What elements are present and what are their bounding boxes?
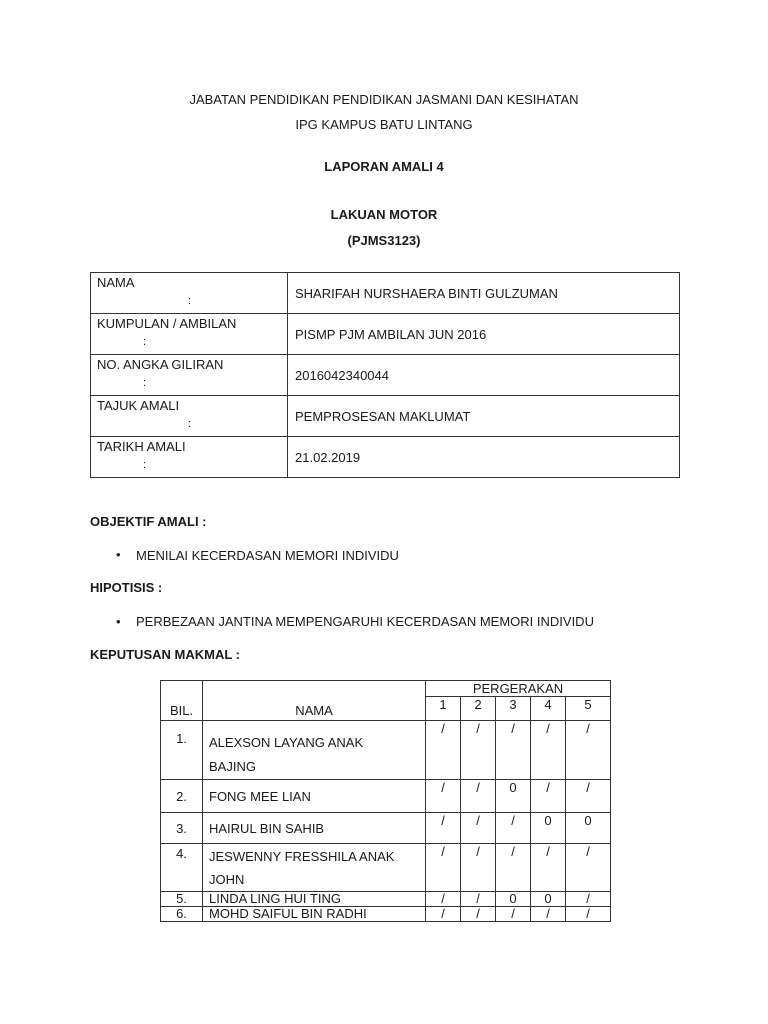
info-colon: : xyxy=(188,418,192,430)
info-row xyxy=(91,314,680,355)
info-label: NAMA xyxy=(97,275,135,290)
course-code: (PJMS3123) xyxy=(347,233,421,248)
info-label-cell xyxy=(91,396,288,437)
info-value: SHARIFAH NURSHAERA BINTI GULZUMAN xyxy=(288,273,680,314)
row-mark: 0 xyxy=(566,813,611,844)
row-mark: / xyxy=(566,907,611,922)
info-label-cell xyxy=(91,355,288,396)
row-name xyxy=(203,721,426,780)
move-number: 5 xyxy=(566,697,611,721)
row-mark: / xyxy=(566,780,611,813)
table-row xyxy=(161,907,611,922)
campus-title: IPG KAMPUS BATU LINTANG xyxy=(295,117,473,132)
row-mark: / xyxy=(461,813,496,844)
row-mark: / xyxy=(496,813,531,844)
row-mark: / xyxy=(426,907,461,922)
row-mark: / xyxy=(496,721,531,780)
row-name xyxy=(203,907,426,922)
info-row xyxy=(91,437,680,478)
row-name xyxy=(203,813,426,844)
info-colon: : xyxy=(188,295,192,307)
row-name xyxy=(203,780,426,813)
department-title: JABATAN PENDIDIKAN PENDIDIKAN JASMANI DAN KESIHATAN xyxy=(189,92,579,107)
row-mark: / xyxy=(426,780,461,813)
info-label-cell xyxy=(91,437,288,478)
row-mark: 0 xyxy=(531,813,566,844)
row-mark: / xyxy=(496,844,531,892)
row-mark: / xyxy=(426,813,461,844)
row-bil: 1. xyxy=(161,721,203,780)
row-bil: 4. xyxy=(161,844,203,892)
results-table xyxy=(160,680,611,922)
info-value: 21.02.2019 xyxy=(288,437,680,478)
row-mark: / xyxy=(531,780,566,813)
header-row xyxy=(161,681,611,697)
row-bil: 6. xyxy=(161,907,203,922)
row-name-line1: JESWENNY FRESSHILA ANAK xyxy=(209,849,395,864)
row-bil: 5. xyxy=(161,892,203,907)
row-mark: / xyxy=(566,844,611,892)
row-name xyxy=(203,892,426,907)
hypothesis-item: PERBEZAAN JANTINA MEMPENGARUHI KECERDASAN MEMORI INDIVIDU xyxy=(136,614,594,629)
row-mark: / xyxy=(531,907,566,922)
row-mark: 0 xyxy=(496,892,531,907)
table-row xyxy=(161,844,611,892)
row-mark: / xyxy=(461,907,496,922)
table-row xyxy=(161,780,611,813)
info-label: TARIKH AMALI xyxy=(97,439,186,454)
row-name-line1: LINDA LING HUI TING xyxy=(209,891,341,906)
row-mark: / xyxy=(461,892,496,907)
row-mark: / xyxy=(531,844,566,892)
results-heading: KEPUTUSAN MAKMAL : xyxy=(90,647,240,662)
row-mark: 0 xyxy=(531,892,566,907)
row-name-line2: BAJING xyxy=(209,759,256,774)
info-row xyxy=(91,355,680,396)
row-name-line1: HAIRUL BIN SAHIB xyxy=(209,820,325,836)
row-mark: / xyxy=(426,721,461,780)
row-mark: / xyxy=(461,780,496,813)
info-label-cell xyxy=(91,314,288,355)
row-name-line1: MOHD SAIFUL BIN RADHI xyxy=(209,906,367,921)
move-number: 1 xyxy=(426,697,461,721)
info-label: TAJUK AMALI xyxy=(97,398,180,413)
row-mark: / xyxy=(426,892,461,907)
bullet-icon: • xyxy=(116,547,121,562)
info-value: PEMPROSESAN MAKLUMAT xyxy=(288,396,680,437)
row-mark: / xyxy=(426,844,461,892)
info-colon: : xyxy=(143,377,147,389)
info-row xyxy=(91,396,680,437)
nama-header: NAMA xyxy=(203,681,426,721)
objective-heading: OBJEKTIF AMALI : xyxy=(90,514,207,529)
table-row xyxy=(161,721,611,780)
bil-header: BIL. xyxy=(161,681,203,721)
row-name-line1: FONG MEE LIAN xyxy=(209,788,311,804)
info-value: PISMP PJM AMBILAN JUN 2016 xyxy=(288,314,680,355)
row-name-line2: JOHN xyxy=(209,872,245,887)
row-mark: 0 xyxy=(496,780,531,813)
table-row xyxy=(161,813,611,844)
student-info-table xyxy=(90,272,680,478)
info-colon: : xyxy=(143,459,147,471)
info-row xyxy=(91,273,680,314)
row-mark: / xyxy=(566,721,611,780)
bullet-icon: • xyxy=(116,614,121,629)
info-label: NO. ANGKA GILIRAN xyxy=(97,357,224,372)
row-name-line1: ALEXSON LAYANG ANAK xyxy=(209,735,364,750)
hypothesis-heading: HIPOTISIS : xyxy=(90,580,163,595)
row-mark: / xyxy=(461,844,496,892)
row-bil: 3. xyxy=(161,813,203,844)
row-mark: / xyxy=(496,907,531,922)
row-mark: / xyxy=(566,892,611,907)
row-bil: 2. xyxy=(161,780,203,813)
table-row xyxy=(161,892,611,907)
report-title: LAPORAN AMALI 4 xyxy=(324,159,444,174)
info-value: 2016042340044 xyxy=(288,355,680,396)
pergerakan-header: PERGERAKAN xyxy=(426,681,611,697)
row-name xyxy=(203,844,426,892)
info-colon: : xyxy=(143,336,147,348)
info-label-cell xyxy=(91,273,288,314)
move-number: 4 xyxy=(531,697,566,721)
info-label: KUMPULAN / AMBILAN xyxy=(97,316,237,331)
subject-title: LAKUAN MOTOR xyxy=(330,207,438,222)
move-number: 2 xyxy=(461,697,496,721)
move-number: 3 xyxy=(496,697,531,721)
objective-item: MENILAI KECERDASAN MEMORI INDIVIDU xyxy=(136,548,399,563)
row-mark: / xyxy=(461,721,496,780)
row-mark: / xyxy=(531,721,566,780)
